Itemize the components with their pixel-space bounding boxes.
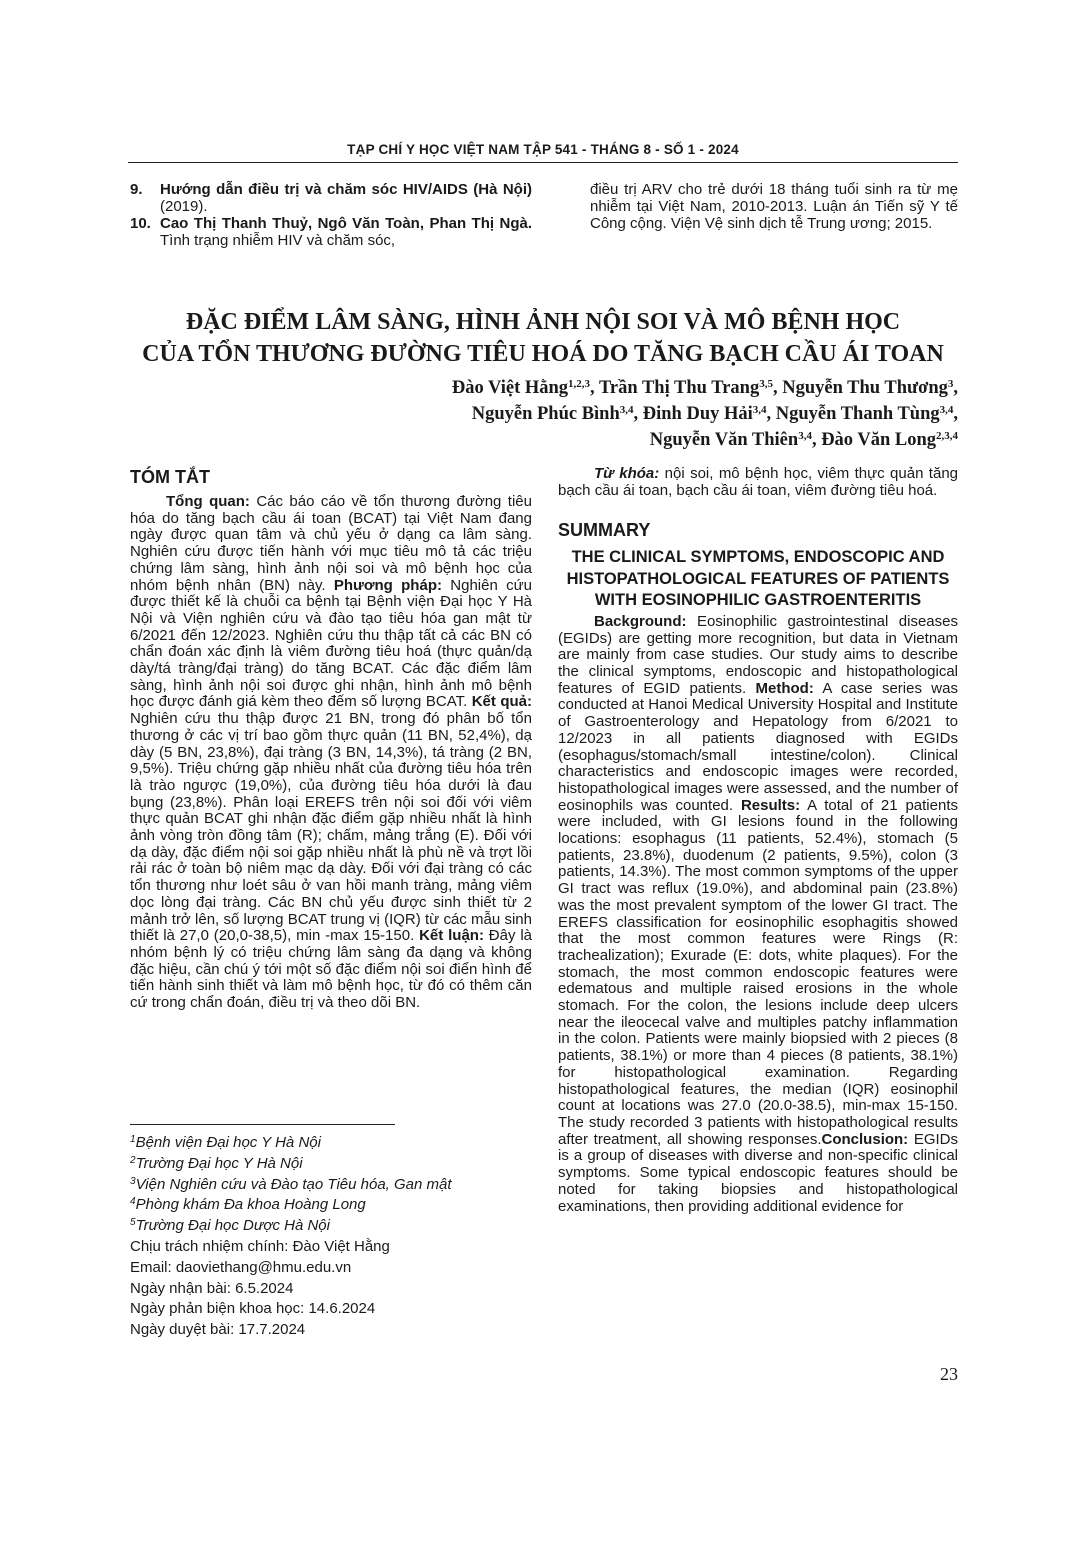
corresponding-author: Chịu trách nhiệm chính: Đào Việt Hằng [130,1237,390,1255]
footnote-divider [130,1124,395,1125]
affiliation-text: Phòng khám Đa khoa Hoàng Long [135,1196,366,1214]
reference-authors: Cao Thị Thanh Thuỷ, Ngô Văn Toàn, Phan Thị Ngà. [160,215,532,232]
author-name: Nguyễn Thanh Tùng [775,404,940,424]
date-accepted: Ngày duyệt bài: 17.7.2024 [130,1321,306,1339]
summary-text: Eosinophilic gastrointestinal diseases (EGIDs) are getting more recognition, but data in Vietnam are mainly from case studies. Our study aims to describe the clinical symptoms, endoscopic and histopathological features of EGID patients. [558,612,958,697]
author-affiliation: 2,3,4 [936,430,958,442]
author-affiliation: 3,4 [939,404,954,416]
title-line: CỦA TỔN THƯƠNG ĐƯỜNG TIÊU HOÁ DO TĂNG BẠCH CẦU ÁI TOAN [142,341,944,367]
affiliation-text: Bệnh viện Đại học Y Hà Nội [135,1134,321,1151]
author-name: Trần Thị Thu Trang [598,378,760,398]
summary-body [558,614,958,1215]
affiliation-text: Viện Nghiên cứu và Đào tạo Tiêu hóa, Gan mật [135,1175,452,1193]
abstract-vietnamese [130,466,532,1012]
affiliation-note [130,1133,532,1154]
affiliation-number: 3 [130,1175,136,1187]
article-title [128,306,958,370]
abstract-heading: TÓM TẮT [130,467,210,487]
affiliation-text: Trường Đại học Dược Hà Nội [135,1217,330,1235]
author-affiliation: 1,2,3 [568,378,591,390]
summary-text: A total of 21 patients were included, with GI lesions found in the following locations: esophagus (11 patients, 52.4%), stomach (5 patients, 23.8%), duodenum (2 patients, 9.5%), colon (3 patients, 14.3%). The most common symptoms of the upper GI tract was reflux (19.0%), and abdominal pain (23.8%) was the most prevalent symptom of the lower GI tract. The EREFS classification for eosinophilic esophagitis showed that the most common features were Rings (R: trachealization); Exurade (E: dots, white plaques). For the stomach, the most common endoscopic features were edematous and multiple raised erosions in the whole stomach. For the colon, the lesions include deep ulcers near the ileocecal valve and multiples patchy inflammation in the colon. Patients were mainly biopsied with 2 pieces (8 patients, 38.1%) or more than 4 pieces (8 patients, 38.1%) for histopathological examination. Regarding histopathological features, the median (IQR) eosinophil count at locations was 27.0 (20.0-38.5), min-max 15-150. The study recorded 3 patients with histopathological results after treatment, all showing responses. [558,796,958,1148]
date-received: Ngày nhận bài: 6.5.2024 [130,1279,294,1297]
author-name: Đào Việt Hằng [451,378,569,398]
author-name: Nguyễn Thu Thương [782,378,948,398]
author-affiliation: 3,4 [752,404,767,416]
reference-title: Hướng dẫn điều trị và chăm sóc HIV/AIDS (Hà Nội) [160,181,532,198]
summary-label: Method: [755,679,814,697]
references-left [130,181,532,249]
author-name: Nguyễn Phúc Bình [471,404,620,424]
summary-text: A case series was conducted at Hanoi Medical University Hospital and Institute of Gastroenterology and Hepatology from 6/2021 to 12/2023 in all patients diagnosed with EGIDs (esophagus/stomach/small intestine/colon). Clinical characteristics and endoscopic images were recorded, histopathological images were assessed, and the number of eosinophils was counted. [558,679,958,814]
header-divider [128,162,958,163]
summary-label: Results: [740,796,801,814]
author-affiliation: 3,4 [619,404,634,416]
reference-item [130,215,532,249]
reference-item [130,181,532,215]
author-name: Đào Văn Long [821,430,936,450]
summary-text: EGIDs is a group of diseases with diverse and non-specific clinical symptoms. Some typical endoscopic features should be noted for taking biopsies and histopathological examinations, then providing additional evidence for [558,1130,958,1215]
title-line: ĐẶC ĐIỂM LÂM SÀNG, HÌNH ẢNH NỘI SOI VÀ MÔ BỆNH HỌC [185,309,901,335]
summary-title: THE CLINICAL SYMPTOMS, ENDOSCOPIC AND HISTOPATHOLOGICAL FEATURES OF PATIENTS WITH EOSINOPHILIC GASTROENTERITIS [566,548,950,610]
author-line: Nguyễn Văn Thiên$^{3,4}$, Đào Văn Long$^{2,3,4}$ [649,430,958,450]
abstract-label: Kết luận: [419,927,484,945]
affiliation-number: 4 [130,1196,136,1208]
reference-number: 9. [130,181,143,198]
email: Email: daoviethang@hmu.edu.vn [130,1258,352,1276]
summary-heading: SUMMARY [558,520,651,541]
affiliation-note [130,1175,532,1196]
affiliation-note [130,1154,532,1175]
author-affiliation: 3 [947,378,954,390]
abstract-text: Nghiên cứu thu thập được 21 BN, trong đó phân bố tổn thương ở các vị trí bao gồm thực quản (11 BN, 52,4%), dạ dày (5 BN, 23,8%), đại tràng (3 BN, 14,3%), tá tràng (2 BN, 9,5%). Triệu chứng gặp nhiều nhất của đường tiêu hóa trên là trào ngược (19,0%), của đường tiêu hóa dưới là đau bụng (23,8%). Phân loại EREFS trên nội soi đối với viêm thực quản BCAT ghi nhận đặc điểm gặp nhiều nhất là hình ảnh vòng tròn đồng tâm (R); chấm, mảng trắng (E). Đối với dạ dày, đặc điểm nội soi gặp nhiều nhất là phù nề và trợt lồi rải rác ở toàn bộ niêm mạc dạ dày. Đối với đại tràng có các tổn thương như loét sâu ở van hồi manh tràng, mảng viêm dọc lòng đại tràng. Các BN chủ yếu được sinh thiết từ 2 mảnh trở lên, số lượng BCAT trung vị (IQR) từ các mẫu sinh thiết là 27,0 (20,0-38,5), min -max 15-150. [130,710,532,945]
reference-continuation: điều trị ARV cho trẻ dưới 18 tháng tuổi sinh ra từ mẹ nhiễm tại Việt Nam, 2010-2013. Luận án Tiến sỹ Y tế Công cộng. Viện Vệ sinh dịch tễ Trung ương; 2015. [590,181,958,232]
reference-detail: (2019). [160,198,208,215]
summary-label: Conclusion: [821,1130,909,1148]
author-list [320,375,958,453]
running-header: TẠP CHÍ Y HỌC VIỆT NAM TẬP 541 - THÁNG 8 - SỐ 1 - 2024 [347,142,739,157]
abstract-label: Tổng quan: [166,493,250,510]
author-affiliation: 3,5 [759,378,773,390]
reference-number: 10. [130,215,151,232]
affiliation-note [130,1195,532,1216]
summary-label: Background: [594,612,687,630]
abstract-body [130,494,532,1012]
footnotes [130,1133,532,1341]
abstract-text: Đây là nhóm bệnh lý có triệu chứng lâm sàng đa dạng và không đặc hiệu, cần chú ý tới một số đặc điểm nội soi điển hình để tiến hành sinh thiết và làm mô bệnh học, từ đó có thêm căn cứ trong chẩn đoán, điều trị và theo dõi BN. [130,927,533,1012]
abstract-text: Nghiên cứu được thiết kế là chuỗi ca bệnh tại Bệnh viện Đại học Y Hà Nội và Viện nghiên cứu và đào tạo tiêu hóa gan mật từ 6/2021 đến 12/2023. Nghiên cứu thu thập tất cả các BN có chẩn đoán xác định là viêm đường tiêu hoá (thực quản/dạ dày/tá tràng/đại tràng) do tăng BCAT. Các đặc điểm lâm sàng, hình ảnh nội soi được ghi nhận, hình ảnh mô bệnh học được đánh giá kèm theo đếm số lượng BCAT. [130,576,532,711]
author-name: Đinh Duy Hải [642,404,753,424]
author-affiliation: 3,4 [798,430,812,442]
date-reviewed: Ngày phản biện khoa học: 14.6.2024 [130,1300,376,1318]
page-number: 23 [940,1364,958,1384]
affiliation-text: Trường Đại học Y Hà Nội [135,1154,303,1172]
reference-detail: Tình trạng nhiễm HIV và chăm sóc, [160,232,396,249]
affiliation-note [130,1216,532,1237]
abstract-text: Các báo cáo về tổn thương đường tiêu hóa do tăng bạch cầu ái toan (BCAT) tại Việt Nam đang ngày được quan tâm và chủ yếu ở dạng ca lâm sàng. Nghiên cứu được tiến hành với mục tiêu mô tả các triệu chứng lâm sàng, hình ảnh nội soi và mô bệnh học của nhóm bệnh nhân (BN) này. [130,493,532,594]
affiliation-number: 5 [130,1217,136,1229]
keywords [558,466,958,499]
keywords-text: nội soi, mô bệnh học, viêm thực quản tăng bạch cầu ái toan, bạch cầu ái toan, viêm đường tiêu hoá. [558,465,959,499]
keywords-label: Từ khóa: [594,465,660,482]
author-line: Nguyễn Phúc Bình$^{3,4}$, Đinh Duy Hải$^{3,4}$, Nguyễn Thanh Tùng$^{3,4}$, [471,404,958,424]
author-name: Nguyễn Văn Thiên [649,430,799,450]
affiliation-number: 2 [130,1154,136,1166]
abstract-english-column [558,466,958,1215]
abstract-label: Phương pháp: [333,576,442,594]
author-line: Đào Việt Hằng$^{1,2,3}$, Trần Thị Thu Trang$^{3,5}$, Nguyễn Thu Thương$^3$, [451,378,958,398]
abstract-label: Kết quả: [471,693,533,711]
affiliation-number: 1 [130,1134,136,1145]
